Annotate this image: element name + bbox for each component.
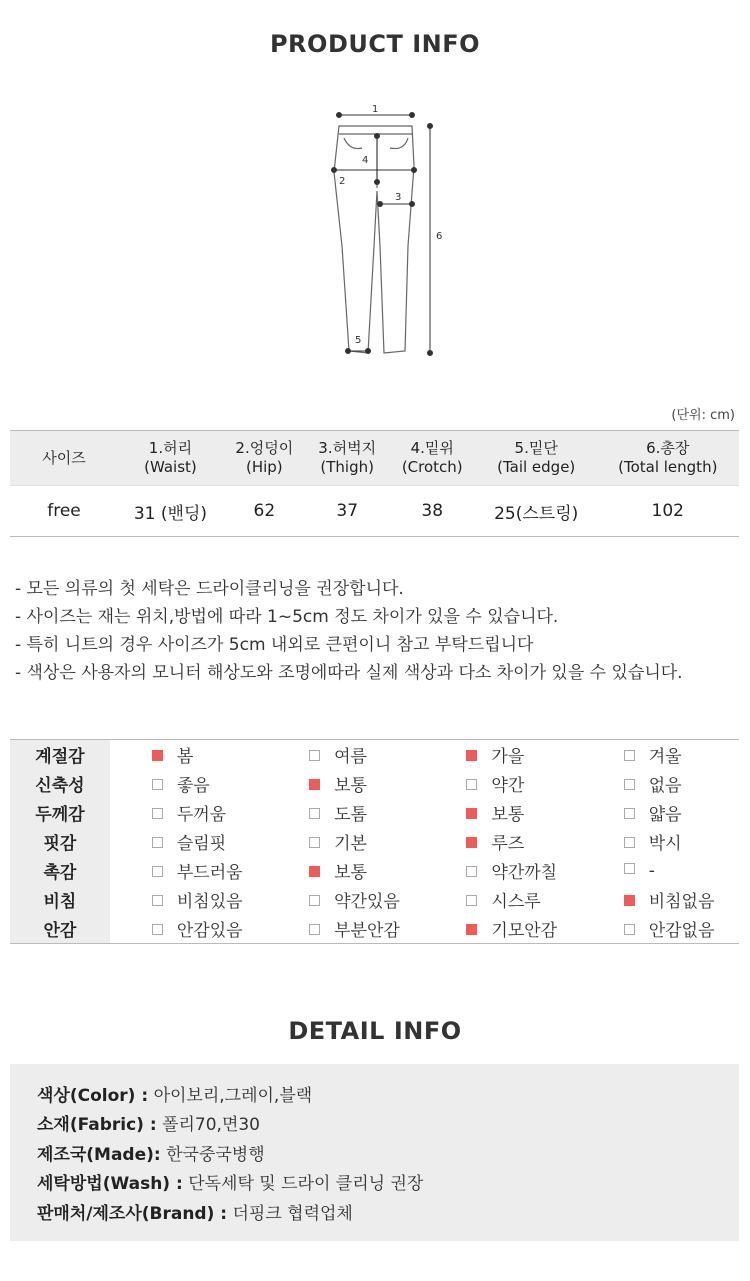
diagram-label-6: 6 <box>436 231 443 242</box>
property-option <box>110 827 267 856</box>
size-table-header-row <box>10 431 739 486</box>
property-option-label: 안감없음 <box>648 921 715 941</box>
unchecked-checkbox-icon <box>152 924 163 935</box>
property-option-label: 루즈 <box>491 834 525 854</box>
property-option <box>267 769 424 798</box>
property-row <box>10 856 739 885</box>
property-option-label: 두꺼움 <box>176 805 227 825</box>
property-option-label: 겨울 <box>648 747 682 767</box>
detail-value: 한국중국병행 <box>166 1145 265 1165</box>
property-option-label: 안감있음 <box>176 921 243 941</box>
size-header-line2: (Tail edge) <box>497 458 576 476</box>
unchecked-checkbox-icon <box>152 866 163 877</box>
unchecked-checkbox-icon <box>466 779 477 790</box>
unchecked-checkbox-icon <box>624 750 635 761</box>
unchecked-checkbox-icon <box>309 750 320 761</box>
checked-checkbox-icon <box>624 895 635 906</box>
property-option <box>110 885 267 914</box>
unchecked-checkbox-icon <box>152 779 163 790</box>
property-option <box>582 856 739 885</box>
property-option-label: 좋음 <box>176 776 210 796</box>
property-option-label: 기본 <box>334 834 367 854</box>
property-row <box>10 885 739 914</box>
property-option-label: 보통 <box>334 776 367 796</box>
property-label: 비침 <box>10 885 110 914</box>
property-option-label: 비침없음 <box>648 892 715 912</box>
diagram-label-2: 2 <box>339 176 346 187</box>
property-option <box>267 827 424 856</box>
size-table-row <box>10 486 739 537</box>
property-option-label: 부드러움 <box>176 863 243 883</box>
detail-value: 아이보리,그레이,블랙 <box>153 1086 313 1106</box>
property-option <box>582 740 739 770</box>
size-header-line1: 6.총장 <box>646 439 690 457</box>
property-option-label: 약간 <box>491 776 525 796</box>
size-header-line1: 사이즈 <box>42 448 86 467</box>
property-row <box>10 798 739 827</box>
diagram-label-4: 4 <box>362 155 369 166</box>
property-option-label: - <box>648 860 655 881</box>
property-option-label: 시스루 <box>491 892 541 912</box>
property-option-label: 도톰 <box>334 805 367 825</box>
detail-key: 색상(Color) : <box>37 1086 149 1106</box>
property-option-label: 보통 <box>491 805 525 825</box>
size-header-line2: (Crotch) <box>401 458 463 476</box>
size-cell: 62 <box>223 486 306 537</box>
checked-checkbox-icon <box>466 750 477 761</box>
unchecked-checkbox-icon <box>309 837 320 848</box>
size-header-line1: 4.밑위 <box>410 439 454 457</box>
size-header-thigh <box>306 431 389 486</box>
property-option <box>582 914 739 944</box>
size-header-line2: (Total length) <box>618 458 718 476</box>
unchecked-checkbox-icon <box>309 924 320 935</box>
detail-value: 폴리70,면30 <box>162 1115 260 1135</box>
detail-row-wash <box>37 1169 423 1194</box>
size-header-line1: 2.엉덩이 <box>235 439 294 457</box>
property-option-label: 슬림핏 <box>176 834 227 854</box>
property-option <box>582 798 739 827</box>
property-label: 촉감 <box>10 856 110 885</box>
unchecked-checkbox-icon <box>624 863 635 874</box>
checked-checkbox-icon <box>466 808 477 819</box>
property-option <box>267 856 424 885</box>
property-option <box>267 885 424 914</box>
pants-measurement-diagram <box>320 96 450 366</box>
property-label: 두께감 <box>10 798 110 827</box>
checked-checkbox-icon <box>309 779 320 790</box>
unchecked-checkbox-icon <box>466 866 477 877</box>
property-option <box>267 740 424 770</box>
property-row <box>10 827 739 856</box>
property-row <box>10 740 739 770</box>
property-table <box>10 739 739 944</box>
property-option-label: 얇음 <box>648 805 682 825</box>
property-option <box>424 914 581 944</box>
size-table <box>10 430 739 537</box>
size-header-line2: (Hip) <box>245 458 283 476</box>
property-option <box>267 914 424 944</box>
size-cell: 31 (밴딩) <box>118 486 223 537</box>
property-option <box>110 798 267 827</box>
size-header-line1: 3.허벅지 <box>318 439 377 457</box>
property-label: 계절감 <box>10 740 110 770</box>
detail-info-box <box>10 1064 739 1241</box>
property-option-label: 부분안감 <box>334 921 400 941</box>
detail-key: 소재(Fabric) : <box>37 1115 157 1135</box>
care-note: - 사이즈는 재는 위치,방법에 따라 1~5cm 정도 차이가 있을 수 있습니다. <box>15 607 559 627</box>
unchecked-checkbox-icon <box>152 895 163 906</box>
property-option <box>110 769 267 798</box>
size-header-line1: 5.밑단 <box>514 439 558 457</box>
property-option-label: 박시 <box>648 834 682 854</box>
property-option-label: 여름 <box>334 747 367 767</box>
property-option <box>267 798 424 827</box>
property-row <box>10 769 739 798</box>
property-option-label: 보통 <box>334 863 367 883</box>
property-option-label: 약간있음 <box>334 892 400 912</box>
size-cell: 25(스트링) <box>476 486 597 537</box>
detail-value: 더핑크 협력업체 <box>232 1204 353 1224</box>
property-option <box>424 798 581 827</box>
unchecked-checkbox-icon <box>624 924 635 935</box>
care-note: - 모든 의류의 첫 세탁은 드라이클리닝을 권장합니다. <box>15 579 404 599</box>
size-header-crotch <box>389 431 476 486</box>
unchecked-checkbox-icon <box>309 808 320 819</box>
property-option <box>582 827 739 856</box>
product-info-title: PRODUCT INFO <box>269 30 481 58</box>
size-cell: 38 <box>389 486 476 537</box>
diagram-label-3: 3 <box>395 192 402 203</box>
size-header-size <box>10 431 118 486</box>
detail-key: 세탁방법(Wash) : <box>37 1174 183 1194</box>
unchecked-checkbox-icon <box>624 808 635 819</box>
detail-row-fabric <box>37 1110 260 1135</box>
detail-value: 단독세탁 및 드라이 클리닝 권장 <box>188 1174 424 1194</box>
property-option <box>110 740 267 770</box>
property-option-label: 없음 <box>648 776 682 796</box>
unchecked-checkbox-icon <box>466 895 477 906</box>
unchecked-checkbox-icon <box>624 837 635 848</box>
property-option <box>110 914 267 944</box>
size-cell: 102 <box>597 486 739 537</box>
care-note: - 색상은 사용자의 모니터 해상도와 조명에따라 실제 색상과 다소 차이가 있을 수 있습니다. <box>15 663 683 683</box>
checked-checkbox-icon <box>152 750 163 761</box>
detail-key: 판매처/제조사(Brand) : <box>37 1204 228 1224</box>
property-option <box>424 885 581 914</box>
detail-row-brand <box>37 1199 353 1224</box>
size-header-line1: 1.허리 <box>148 439 193 457</box>
unit-label: (단위: cm) <box>671 408 735 423</box>
size-header-hip <box>223 431 306 486</box>
property-option-label: 기모안감 <box>491 921 558 941</box>
property-option-label: 가을 <box>491 747 525 767</box>
size-header-line2: (Thigh) <box>320 458 374 476</box>
care-notes <box>15 575 683 687</box>
unchecked-checkbox-icon <box>309 895 320 906</box>
unchecked-checkbox-icon <box>152 808 163 819</box>
unchecked-checkbox-icon <box>624 779 635 790</box>
detail-row-color <box>37 1081 312 1106</box>
checked-checkbox-icon <box>466 924 477 935</box>
size-cell: free <box>10 486 118 537</box>
care-note: - 특히 니트의 경우 사이즈가 5cm 내외로 큰편이니 참고 부탁드립니다 <box>15 635 534 655</box>
detail-key: 제조국(Made): <box>37 1145 161 1165</box>
property-option-label: 약간까칠 <box>491 863 558 883</box>
size-header-waist <box>118 431 223 486</box>
property-option-label: 봄 <box>176 747 194 767</box>
detail-info-title: DETAIL INFO <box>288 1017 462 1045</box>
size-cell: 37 <box>306 486 389 537</box>
property-option <box>424 769 581 798</box>
unchecked-checkbox-icon <box>152 837 163 848</box>
property-option <box>424 740 581 770</box>
diagram-label-5: 5 <box>355 335 362 346</box>
size-header-line2: (Waist) <box>144 458 197 476</box>
property-option <box>582 769 739 798</box>
property-option <box>110 856 267 885</box>
detail-row-made <box>37 1140 265 1165</box>
size-header-total-length <box>597 431 739 486</box>
checked-checkbox-icon <box>466 837 477 848</box>
property-label: 신축성 <box>10 769 110 798</box>
property-label: 안감 <box>10 914 110 944</box>
size-header-tail-edge <box>476 431 597 486</box>
property-label: 핏감 <box>10 827 110 856</box>
property-option-label: 비침있음 <box>176 892 243 912</box>
property-option <box>424 827 581 856</box>
property-row <box>10 914 739 944</box>
diagram-label-1: 1 <box>372 104 379 115</box>
property-option <box>424 856 581 885</box>
property-option <box>582 885 739 914</box>
checked-checkbox-icon <box>309 866 320 877</box>
